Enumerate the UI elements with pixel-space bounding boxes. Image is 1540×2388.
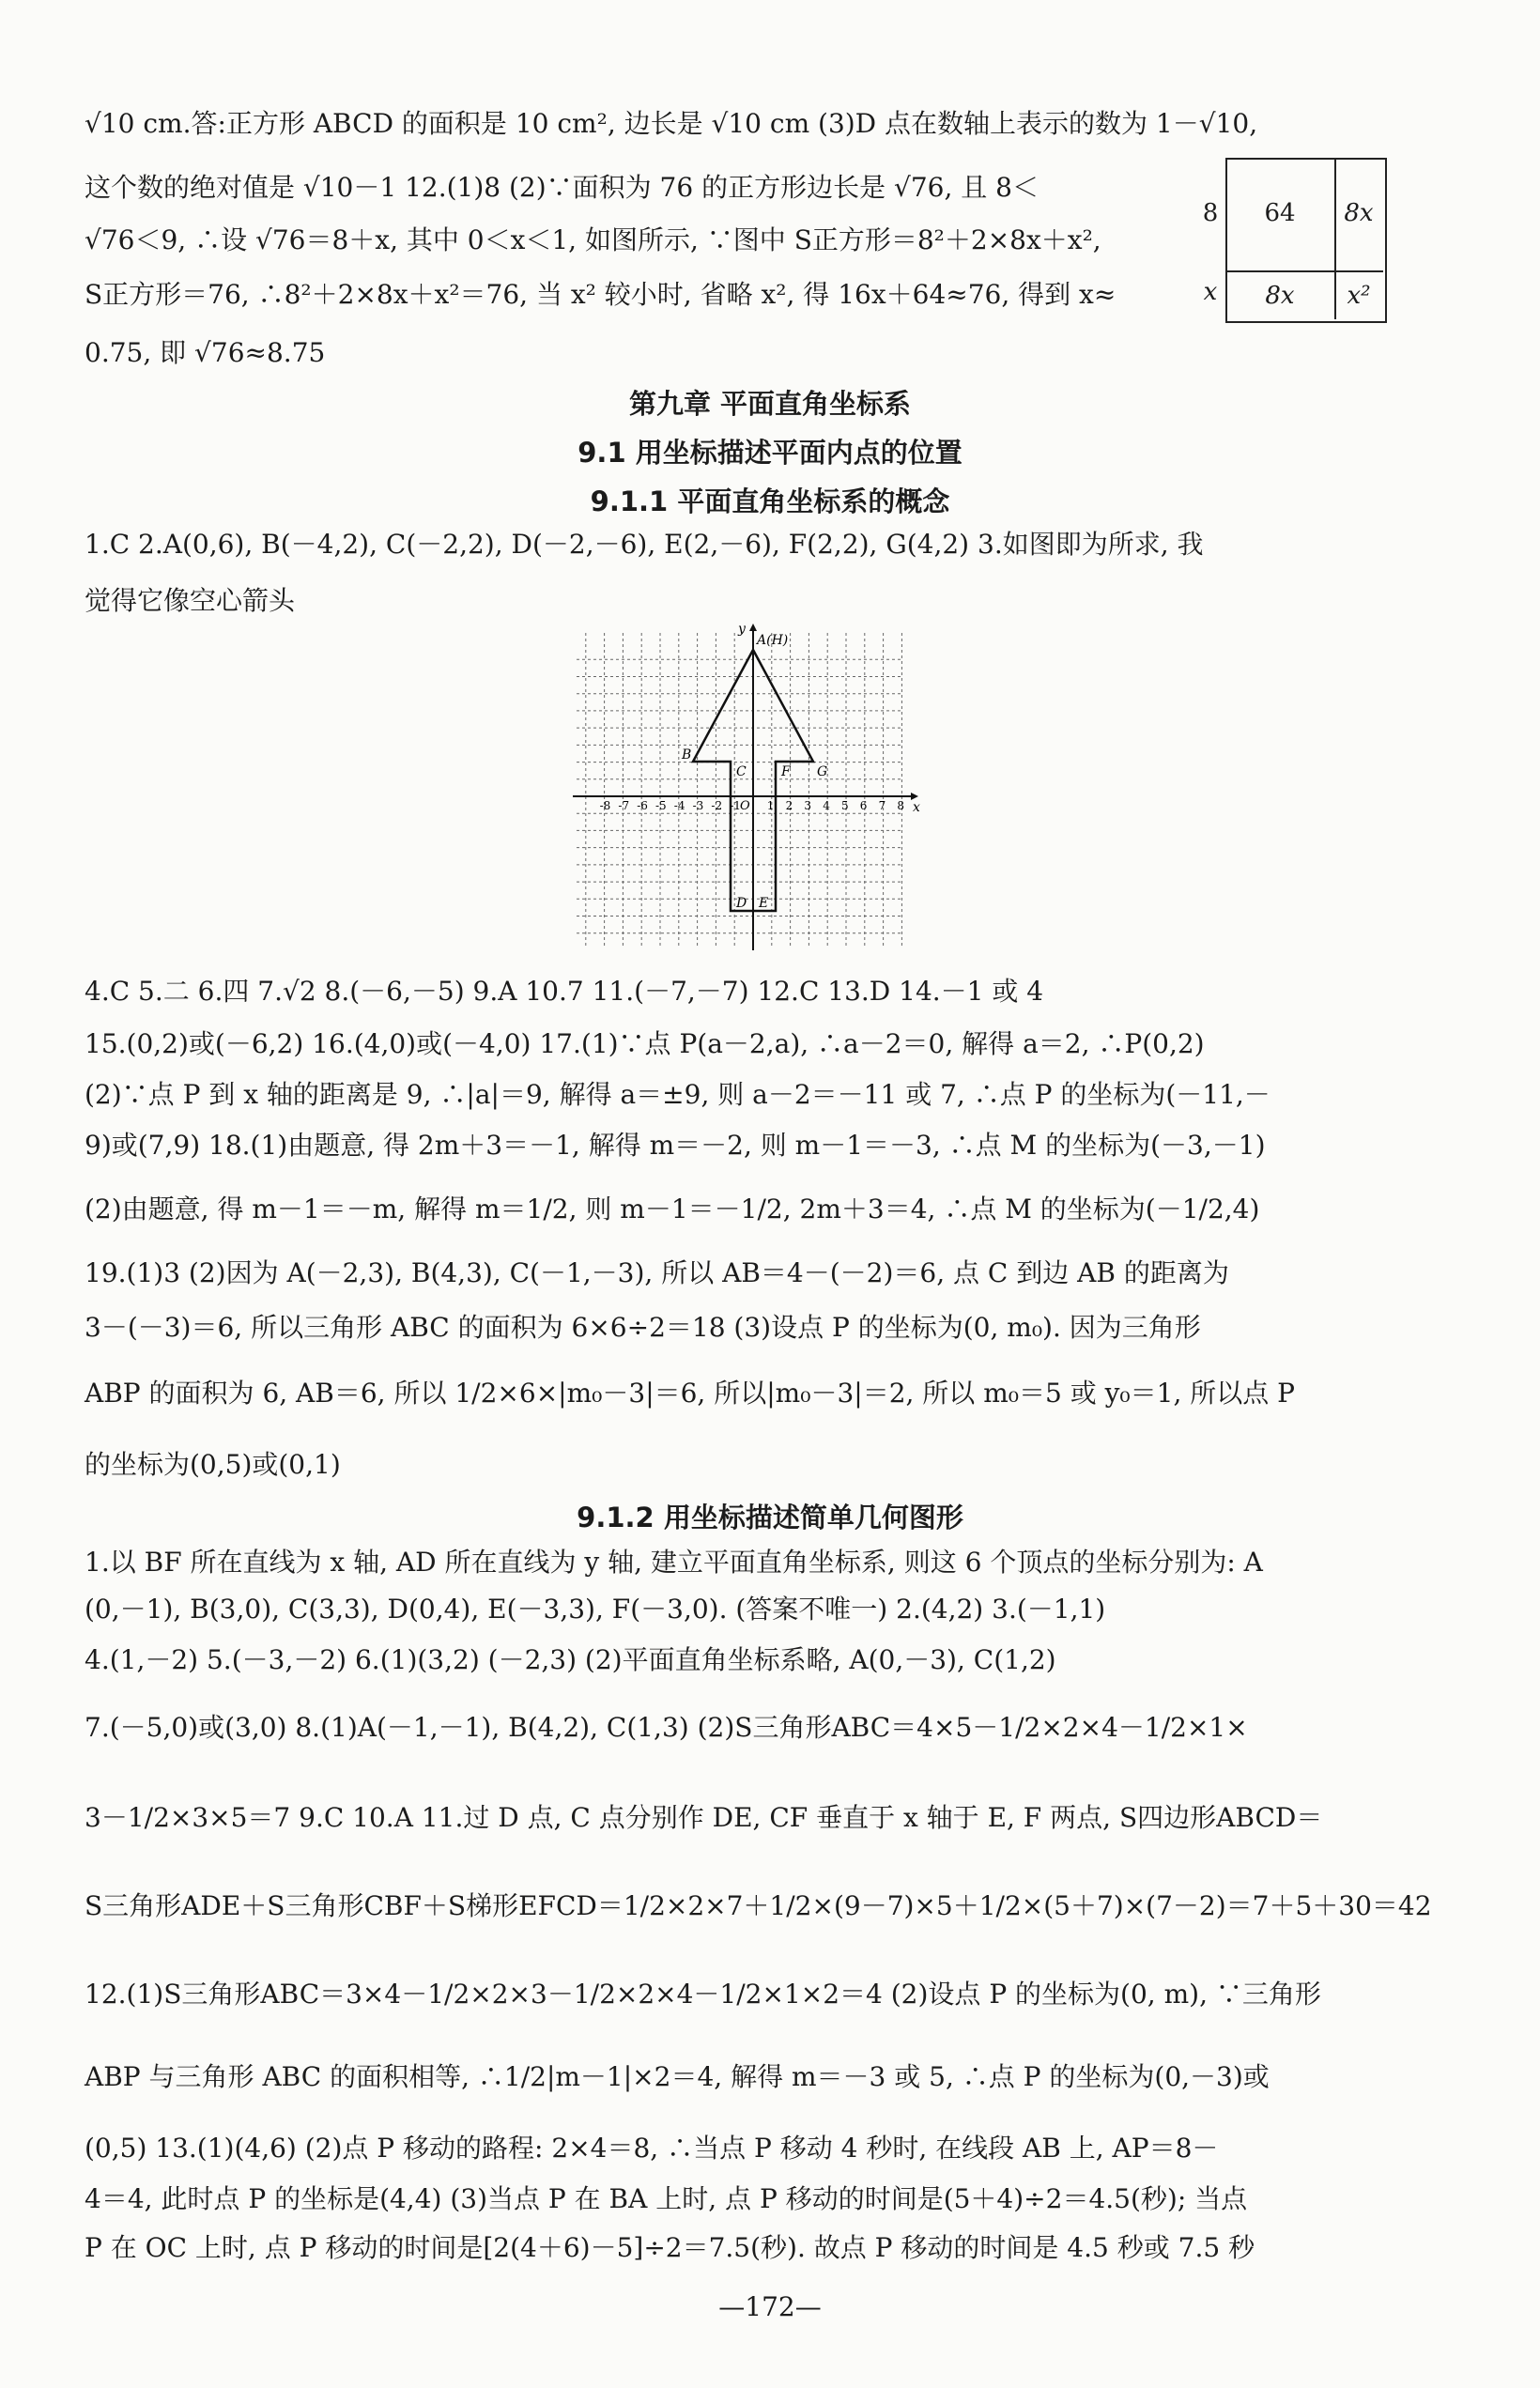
side-label-x: x — [1203, 278, 1218, 306]
x-tick-label: -8 — [599, 799, 611, 812]
x-tick-label: 8 — [897, 799, 905, 812]
text-line: √76＜9, ∴设 √76＝8＋x, 其中 0＜x＜1, 如图所示, ∵图中 S正方形＝8²＋2×8x＋x², — [85, 224, 1101, 255]
x-tick-label: -6 — [637, 799, 648, 812]
text-line: ABP 与三角形 ABC 的面积相等, ∴1/2|m－1|×2＝4, 解得 m＝－3 或 5, ∴点 P 的坐标为(0,－3)或 — [85, 2061, 1270, 2092]
text-line: (0,5) 13.(1)(4,6) (2)点 P 移动的路程: 2×4＝8, ∴当点 P 移动 4 秒时, 在线段 AB 上, AP＝8－ — [85, 2133, 1219, 2164]
x-tick-label: -5 — [655, 799, 667, 812]
text-line: 15.(0,2)或(－6,2) 16.(4,0)或(－4,0) 17.(1)∵点 P(a－2,a), ∴a－2＝0, 解得 a＝2, ∴P(0,2) — [85, 1028, 1205, 1059]
text-line: 这个数的绝对值是 √10－1 12.(1)8 (2)∵面积为 76 的正方形边长是 √76, 且 8＜ — [85, 172, 1039, 203]
cell-big: 64 — [1264, 199, 1296, 227]
x-tick-label: 4 — [823, 799, 830, 812]
x-tick-label: -4 — [673, 799, 685, 812]
x-tick-label: -2 — [711, 799, 723, 812]
text-line: 9)或(7,9) 18.(1)由题意, 得 2m＋3＝－1, 解得 m＝－2, 则 m－1＝－3, ∴点 M 的坐标为(－3,－1) — [85, 1130, 1266, 1161]
x-tick-label: -7 — [618, 799, 630, 812]
text-line: 3－1/2×3×5＝7 9.C 10.A 11.过 D 点, C 点分别作 DE, CF 垂直于 x 轴于 E, F 两点, S四边形ABCD＝ — [85, 1802, 1323, 1833]
text-line: √10 cm.答:正方形 ABCD 的面积是 10 cm², 边长是 √10 cm (3)D 点在数轴上表示的数为 1－√10, — [85, 108, 1258, 139]
text-line: (2)∵点 P 到 x 轴的距离是 9, ∴|a|＝9, 解得 a＝±9, 则 a－2＝－11 或 7, ∴点 P 的坐标为(－11,－ — [85, 1079, 1270, 1110]
text-line: S正方形＝76, ∴8²＋2×8x＋x²＝76, 当 x² 较小时, 省略 x², 得 16x＋64≈76, 得到 x≈ — [85, 279, 1116, 310]
x-tick-label: 7 — [878, 799, 886, 812]
x-axis-label: x — [913, 800, 920, 815]
text-line: 的坐标为(0,5)或(0,1) — [85, 1449, 341, 1480]
section-title: 9.1 用坐标描述平面内点的位置 — [578, 437, 962, 469]
y-axis-label: y — [738, 622, 746, 637]
chapter-title: 第九章 平面直角坐标系 — [628, 388, 912, 420]
text-line: S三角形ADE＋S三角形CBF＋S梯形EFCD＝1/2×2×7＋1/2×(9－7)×5＋1/2×(5＋7)×(7－2)＝7＋5＋30＝42 — [85, 1890, 1432, 1921]
x-tick-labels — [600, 799, 904, 812]
point-label: F — [781, 764, 791, 779]
cell-top-right: 8x — [1344, 199, 1374, 227]
x-axis-arrow — [911, 793, 918, 800]
point-label: A(H) — [757, 633, 789, 648]
text-line: 4.C 5.二 6.四 7.√2 8.(－6,－5) 9.A 10.7 11.(－7,－7) 12.C 13.D 14.－1 或 4 — [85, 976, 1044, 1007]
y-axis-arrow — [749, 624, 757, 631]
text-line: 1.C 2.A(0,6), B(－4,2), C(－2,2), D(－2,－6), E(2,－6), F(2,2), G(4,2) 3.如图即为所求, 我 — [85, 529, 1204, 560]
side-label-8: 8 — [1202, 199, 1219, 227]
origin-label: O — [740, 799, 750, 813]
cell-bottom-right: x² — [1347, 282, 1371, 310]
text-line: 4.(1,－2) 5.(－3,－2) 6.(1)(3,2) (－2,3) (2)平面直角坐标系略, A(0,－3), C(1,2) — [85, 1644, 1056, 1675]
text-line: 0.75, 即 √76≈8.75 — [85, 337, 326, 368]
point-label: E — [759, 896, 769, 911]
text-line: 12.(1)S三角形ABC＝3×4－1/2×2×3－1/2×2×4－1/2×1×2＝4 (2)设点 P 的坐标为(0, m), ∵三角形 — [85, 1979, 1321, 2010]
text-line: 1.以 BF 所在直线为 x 轴, AD 所在直线为 y 轴, 建立平面直角坐标系, 则这 6 个顶点的坐标分别为: A — [85, 1547, 1263, 1578]
x-tick-label: 5 — [841, 799, 849, 812]
text-line: (2)由题意, 得 m－1＝－m, 解得 m＝1/2, 则 m－1＝－1/2, 2m＋3＝4, ∴点 M 的坐标为(－1/2,4) — [85, 1194, 1260, 1225]
text-line: 3－(－3)＝6, 所以三角形 ABC 的面积为 6×6÷2＝18 (3)设点 P 的坐标为(0, m₀). 因为三角形 — [85, 1312, 1201, 1343]
text-line: P 在 OC 上时, 点 P 移动的时间是[2(4＋6)－5]÷2＝7.5(秒). 故点 P 移动的时间是 4.5 秒或 7.5 秒 — [85, 2232, 1255, 2263]
text-line: 4＝4, 此时点 P 的坐标是(4,4) (3)当点 P 在 BA 上时, 点 P 移动的时间是(5＋4)÷2＝4.5(秒); 当点 — [85, 2183, 1248, 2214]
text-line: 觉得它像空心箭头 — [85, 585, 296, 616]
x-tick-label: 3 — [804, 799, 812, 812]
x-tick-label: 2 — [785, 799, 793, 812]
page-number: —172— — [718, 2291, 822, 2322]
point-labels — [681, 633, 827, 911]
x-tick-label: 6 — [859, 799, 868, 812]
subsection-title: 9.1.1 平面直角坐标系的概念 — [590, 485, 950, 517]
x-tick-label: -1 — [730, 799, 741, 812]
coordinate-graph — [563, 620, 920, 958]
text-line: 7.(－5,0)或(3,0) 8.(1)A(－1,－1), B(4,2), C(1,3) (2)S三角形ABC＝4×5－1/2×2×4－1/2×1× — [85, 1712, 1248, 1743]
point-label: G — [817, 764, 828, 779]
point-label: C — [736, 764, 747, 779]
point-label: B — [682, 747, 692, 763]
x-tick-label: -3 — [692, 799, 704, 812]
point-label: D — [736, 896, 747, 911]
cell-bottom-left: 8x — [1265, 282, 1295, 310]
x-tick-label: 1 — [766, 799, 775, 812]
text-line: ABP 的面积为 6, AB＝6, 所以 1/2×6×|m₀－3|＝6, 所以|m₀－3|＝2, 所以 m₀＝5 或 y₀＝1, 所以点 P — [85, 1378, 1296, 1409]
text-line: 19.(1)3 (2)因为 A(－2,3), B(4,3), C(－1,－3), 所以 AB＝4－(－2)＝6, 点 C 到边 AB 的距离为 — [85, 1257, 1229, 1288]
text-line: (0,－1), B(3,0), C(3,3), D(0,4), E(－3,3), F(－3,0). (答案不唯一) 2.(4,2) 3.(－1,1) — [85, 1594, 1106, 1625]
subsection-title: 9.1.2 用坐标描述简单几何图形 — [577, 1502, 963, 1533]
